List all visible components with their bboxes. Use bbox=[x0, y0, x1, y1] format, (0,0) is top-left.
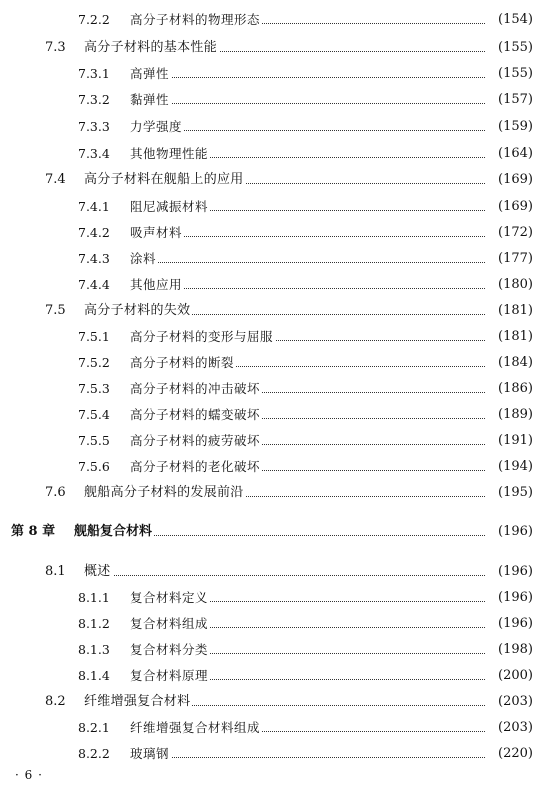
toc-entry-page: (194) bbox=[496, 455, 533, 479]
toc-entry-page: (172) bbox=[496, 221, 533, 245]
toc-entry bbox=[0, 115, 547, 139]
toc-entry-title: 高分子材料的疲劳破坏 bbox=[130, 429, 262, 453]
toc-entry-number: 7.3.1 bbox=[78, 66, 110, 81]
toc-entry bbox=[0, 195, 547, 219]
toc-entry bbox=[0, 221, 547, 245]
toc-entry bbox=[0, 62, 547, 86]
toc-entry bbox=[0, 481, 547, 505]
page-number: · 6 · bbox=[15, 768, 43, 782]
toc-entry-page: (191) bbox=[496, 429, 533, 453]
toc-entry bbox=[0, 142, 547, 166]
toc-entry-title: 高分子材料的物理形态 bbox=[130, 8, 262, 32]
toc-entry-title: 其他应用 bbox=[130, 273, 184, 297]
toc-entry-page: (181) bbox=[496, 299, 533, 323]
toc-entry-title: 黏弹性 bbox=[130, 88, 171, 112]
toc-entry-page: (195) bbox=[496, 481, 533, 505]
toc-entry-number: 7.4.4 bbox=[78, 277, 110, 292]
toc-entry-number: 8.1.2 bbox=[78, 616, 110, 631]
toc-entry-page: (181) bbox=[496, 325, 533, 349]
toc-entry bbox=[0, 168, 547, 192]
toc-entry-number: 第 8 章 bbox=[11, 524, 56, 539]
toc-entry bbox=[0, 612, 547, 636]
toc-entry-page: (198) bbox=[496, 638, 533, 662]
toc-entry-page: (177) bbox=[496, 247, 533, 271]
toc-entry-title: 复合材料分类 bbox=[130, 638, 210, 662]
toc-entry-title: 复合材料原理 bbox=[130, 664, 210, 688]
toc-entry-title: 复合材料组成 bbox=[130, 612, 210, 636]
toc-entry bbox=[0, 247, 547, 271]
toc-entry bbox=[0, 8, 547, 32]
toc-entry-title: 舰船复合材料 bbox=[74, 520, 154, 544]
toc-entry-number: 8.2.2 bbox=[78, 746, 110, 761]
toc-entry-title: 高分子材料的蠕变破坏 bbox=[130, 403, 262, 427]
toc-entry-number: 7.3 bbox=[45, 40, 66, 55]
toc-entry-number: 7.5.1 bbox=[78, 329, 110, 344]
toc-entry bbox=[0, 377, 547, 401]
toc-entry-page: (155) bbox=[496, 62, 533, 86]
toc-entry-number: 8.1.3 bbox=[78, 642, 110, 657]
toc-entry-number: 7.5.4 bbox=[78, 407, 110, 422]
toc-entry-title: 高分子材料的断裂 bbox=[130, 351, 236, 375]
toc-entry-number: 7.3.3 bbox=[78, 119, 110, 134]
toc-entry-title: 阻尼减振材料 bbox=[130, 195, 210, 219]
toc-entry-number: 7.4 bbox=[45, 172, 66, 187]
toc-entry-title: 玻璃钢 bbox=[130, 742, 171, 766]
toc-entry-page: (203) bbox=[496, 690, 533, 714]
toc-entry-page: (164) bbox=[496, 142, 533, 166]
toc-entry bbox=[0, 299, 547, 323]
toc-entry-number: 8.2 bbox=[45, 694, 66, 709]
toc-entry bbox=[0, 664, 547, 688]
dot-leader bbox=[130, 757, 485, 758]
toc-entry-page: (196) bbox=[496, 612, 533, 636]
toc-entry bbox=[0, 325, 547, 349]
toc-entry-title: 舰船高分子材料的发展前沿 bbox=[84, 481, 246, 505]
toc-entry bbox=[0, 716, 547, 740]
toc-entry-title: 力学强度 bbox=[130, 115, 184, 139]
toc-entry-number: 7.4.3 bbox=[78, 251, 110, 266]
toc-entry bbox=[0, 742, 547, 766]
toc-entry-title: 高分子材料在舰船上的应用 bbox=[84, 168, 246, 192]
toc-entry-page: (169) bbox=[496, 195, 533, 219]
toc-entry bbox=[0, 690, 547, 714]
toc-entry-number: 7.4.2 bbox=[78, 225, 110, 240]
toc-entry-number: 7.6 bbox=[45, 485, 66, 500]
toc-entry-title: 高分子材料的失效 bbox=[84, 299, 192, 323]
toc-entry bbox=[0, 455, 547, 479]
toc-entry-number: 7.3.2 bbox=[78, 92, 110, 107]
dot-leader bbox=[130, 103, 485, 104]
toc-entry bbox=[0, 520, 547, 544]
toc-entry-number: 7.5.6 bbox=[78, 459, 110, 474]
toc-entry-title: 高分子材料的变形与屈服 bbox=[130, 325, 275, 349]
toc-entry-page: (159) bbox=[496, 115, 533, 139]
toc-entry bbox=[0, 36, 547, 60]
toc-entry-page: (186) bbox=[496, 377, 533, 401]
toc-entry bbox=[0, 88, 547, 112]
toc-entry-number: 8.2.1 bbox=[78, 720, 110, 735]
toc-entry-title: 高分子材料的老化破坏 bbox=[130, 455, 262, 479]
toc-entry-number: 7.5.2 bbox=[78, 355, 110, 370]
toc-entry-page: (196) bbox=[496, 586, 533, 610]
toc-entry bbox=[0, 586, 547, 610]
toc-entry-number: 7.2.2 bbox=[78, 12, 110, 27]
toc-entry bbox=[0, 638, 547, 662]
toc-entry-title: 高弹性 bbox=[130, 62, 171, 86]
toc-entry bbox=[0, 351, 547, 375]
toc-entry-page: (169) bbox=[496, 168, 533, 192]
toc-entry-page: (220) bbox=[496, 742, 533, 766]
toc-entry-title: 涂料 bbox=[130, 247, 158, 271]
toc-entry-title: 高分子材料的冲击破坏 bbox=[130, 377, 262, 401]
toc-entry-page: (189) bbox=[496, 403, 533, 427]
toc-entry-page: (196) bbox=[496, 560, 533, 584]
toc-entry-page: (184) bbox=[496, 351, 533, 375]
toc-entry-page: (203) bbox=[496, 716, 533, 740]
toc-entry-number: 8.1.1 bbox=[78, 590, 110, 605]
toc-entry-title: 复合材料定义 bbox=[130, 586, 210, 610]
toc-entry bbox=[0, 560, 547, 584]
toc-entry-number: 7.5 bbox=[45, 303, 66, 318]
toc-entry-title: 纤维增强复合材料 bbox=[84, 690, 192, 714]
toc-entry-page: (157) bbox=[496, 88, 533, 112]
dot-leader bbox=[130, 77, 485, 78]
toc-entry-number: 7.4.1 bbox=[78, 199, 110, 214]
toc-entry-number: 8.1 bbox=[45, 564, 66, 579]
toc-entry-page: (154) bbox=[496, 8, 533, 32]
toc-entry-title: 高分子材料的基本性能 bbox=[84, 36, 219, 60]
toc-entry-title: 吸声材料 bbox=[130, 221, 184, 245]
toc-entry-page: (200) bbox=[496, 664, 533, 688]
toc-entry-title: 纤维增强复合材料组成 bbox=[130, 716, 262, 740]
dot-leader bbox=[84, 575, 485, 576]
toc-entry-page: (180) bbox=[496, 273, 533, 297]
toc-entry-number: 7.5.3 bbox=[78, 381, 110, 396]
toc-entry-number: 7.3.4 bbox=[78, 146, 110, 161]
toc-entry-page: (196) bbox=[496, 520, 533, 544]
toc-entry bbox=[0, 273, 547, 297]
toc-entry-number: 7.5.5 bbox=[78, 433, 110, 448]
dot-leader bbox=[130, 262, 485, 263]
toc-entry-title: 概述 bbox=[84, 560, 113, 584]
toc-entry-page: (155) bbox=[496, 36, 533, 60]
toc-entry bbox=[0, 429, 547, 453]
toc-entry-title: 其他物理性能 bbox=[130, 142, 210, 166]
toc-entry-number: 8.1.4 bbox=[78, 668, 110, 683]
toc-entry bbox=[0, 403, 547, 427]
